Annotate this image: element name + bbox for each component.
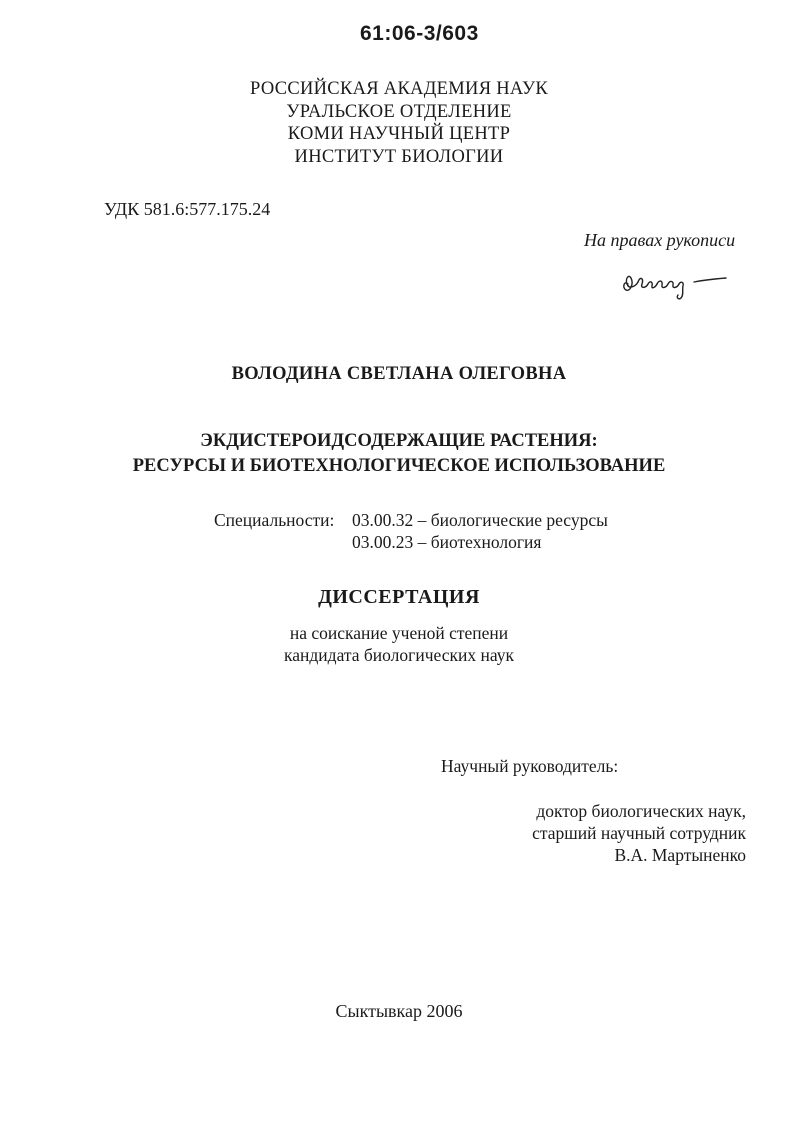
city-year: Сыктывкар 2006 xyxy=(335,1001,463,1021)
supervisor-name: В.А. Мартыненко xyxy=(614,845,746,865)
degree-line: на соискание ученой степени xyxy=(289,623,509,643)
specialties-label: Специальности: xyxy=(214,510,335,530)
supervisor-label: Научный руководитель: xyxy=(441,756,619,776)
title-line: РЕСУРСЫ И БИОТЕХНОЛОГИЧЕСКОЕ ИСПОЛЬЗОВАНИЕ xyxy=(132,456,666,476)
signature-icon xyxy=(618,262,730,304)
archive-stamp: 61:06-3/603 xyxy=(360,22,479,45)
organization-line: КОМИ НАУЧНЫЙ ЦЕНТР xyxy=(287,124,511,144)
organization-line: РОССИЙСКАЯ АКАДЕМИЯ НАУК xyxy=(250,79,548,99)
udk-code: УДК 581.6:577.175.24 xyxy=(104,199,271,219)
dissertation-title xyxy=(0,429,798,479)
title-line: ЭКДИСТЕРОИДСОДЕРЖАЩИЕ РАСТЕНИЯ: xyxy=(200,431,598,451)
degree-line: кандидата биологических наук xyxy=(284,645,514,665)
supervisor-line: доктор биологических наук, xyxy=(536,801,746,821)
author-name: ВОЛОДИНА СВЕТЛАНА ОЛЕГОВНА xyxy=(231,364,567,384)
specialty-item: 03.00.32 – биологические ресурсы xyxy=(352,510,608,530)
organization-header xyxy=(0,78,798,168)
degree-statement xyxy=(0,622,798,666)
supervisor-line: старший научный сотрудник xyxy=(532,823,746,843)
supervisor-details xyxy=(440,800,746,866)
organization-line: ИНСТИТУТ БИОЛОГИИ xyxy=(294,146,504,167)
rights-note: На правах рукописи xyxy=(584,230,736,250)
organization-line: УРАЛЬСКОЕ ОТДЕЛЕНИЕ xyxy=(286,101,512,122)
specialty-item: 03.00.23 – биотехнология xyxy=(352,532,542,552)
document-type: ДИССЕРТАЦИЯ xyxy=(318,586,480,608)
